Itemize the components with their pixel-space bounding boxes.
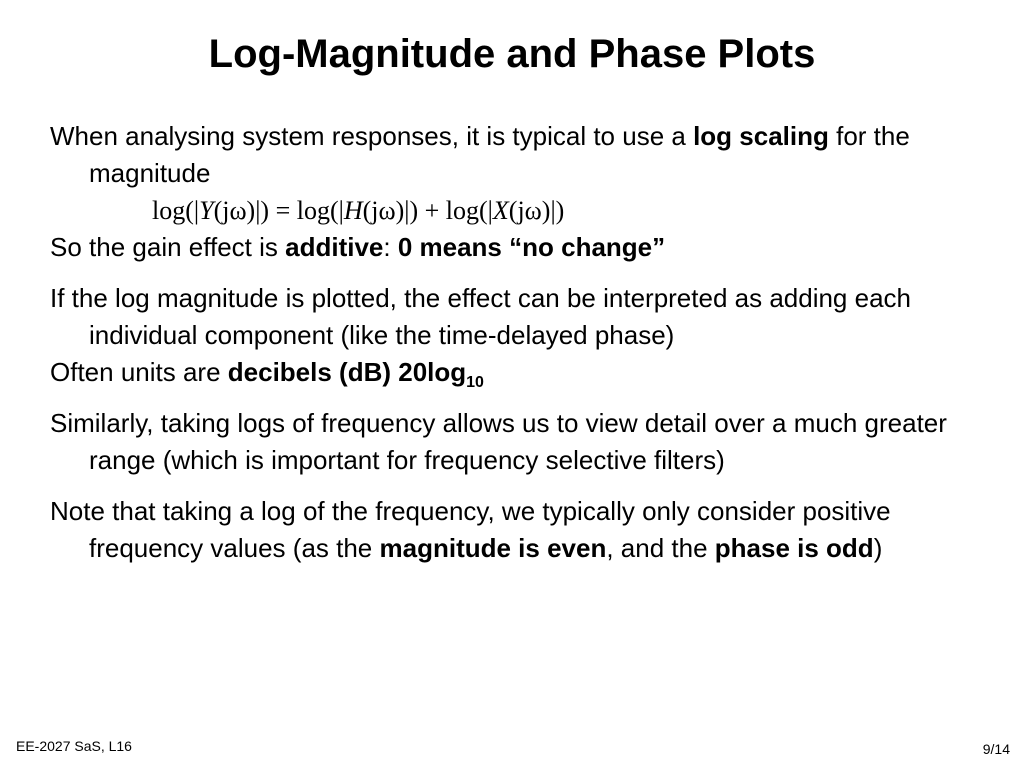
- text-run: , and the: [606, 533, 715, 563]
- paragraph-log-scaling: [50, 118, 990, 192]
- spacer: [50, 266, 990, 280]
- paragraph-log-magnitude: If the log magnitude is plotted, the effect can be interpreted as adding each individual component (like the time-delayed phase): [50, 283, 911, 350]
- footer-page-number: 9/14: [982, 741, 1010, 757]
- text-run: So the gain effect is: [50, 232, 286, 262]
- emphasis-no-change: 0 means “no change”: [397, 232, 666, 262]
- text-run: :: [383, 232, 398, 262]
- slide-body: [50, 118, 990, 567]
- formula-part: log(|: [152, 196, 200, 225]
- paragraph-additive: [50, 229, 990, 266]
- log-formula: [50, 192, 990, 229]
- text-run: for the magnitude: [89, 121, 910, 188]
- text-run: ): [873, 533, 883, 563]
- paragraph-log-frequency: Similarly, taking logs of frequency allows us to view detail over a much greater range (which is important for frequency selective filters): [50, 408, 947, 475]
- text-run: Note that taking a log of the frequency, we typically only consider positive frequency values (as the: [50, 496, 891, 563]
- emphasis-magnitude-even: magnitude is even: [379, 533, 607, 563]
- formula-var-x: X: [492, 196, 509, 225]
- paragraph-decibels: [50, 354, 990, 391]
- text-run: decibels (dB) 20log: [227, 357, 467, 387]
- spacer: [50, 479, 990, 493]
- text-run: Often units are: [50, 357, 228, 387]
- paragraph-positive-frequency: [50, 493, 990, 567]
- slide-title: Log-Magnitude and Phase Plots: [208, 32, 816, 76]
- emphasis-phase-odd: phase is odd: [714, 533, 874, 563]
- formula-var-h: H: [343, 196, 363, 225]
- formula-part: (jω)|) = log(|: [213, 196, 344, 225]
- formula-var-y: Y: [199, 196, 214, 225]
- text-run: When analysing system responses, it is typical to use a: [50, 121, 694, 151]
- formula-part: (jω)|): [508, 196, 565, 225]
- emphasis-additive: additive: [285, 232, 384, 262]
- emphasis-log-scaling: log scaling: [693, 121, 829, 151]
- subscript-10: 10: [466, 374, 484, 392]
- formula-part: (jω)|) + log(|: [362, 196, 493, 225]
- footer-course-label: EE-2027 SaS, L16: [16, 738, 132, 754]
- emphasis-decibels: [227, 357, 484, 392]
- spacer: [50, 391, 990, 405]
